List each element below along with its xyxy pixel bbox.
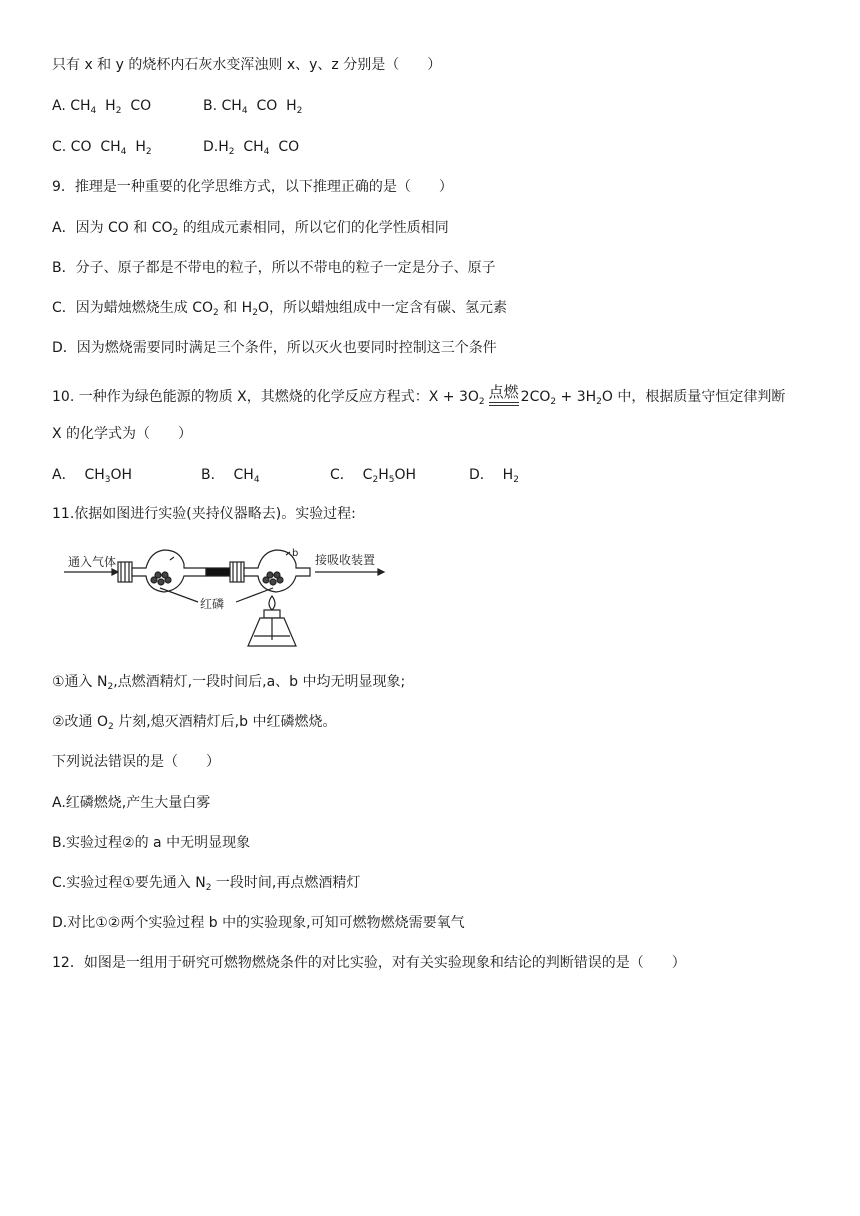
phosphorus-b-particle: [270, 579, 276, 585]
q8-option-b: B. $CH_4$ CO $H_2$: [203, 98, 303, 116]
question-11-ask: 下列说法错误的是（ ）: [52, 754, 220, 770]
leader-line-b: [236, 588, 273, 602]
question-12-stem: 12．如图是一组用于研究可燃物燃烧条件的对比实验，对有关实验现象和结论的判断错误的是（ ）: [52, 955, 686, 971]
q8-option-c: C. CO $CH_4$ $H_2$: [52, 139, 152, 157]
phosphorus-b-particle: [274, 572, 280, 578]
absorber-label: 接吸收装置: [315, 553, 376, 567]
reaction-condition: 点燃: [488, 383, 519, 401]
step-1: ①通入 $N_2$,点燃酒精灯,一段时间后,a、b 中均无明显现象;: [52, 674, 406, 692]
q9-option-c: C．因为蜡烛燃烧生成 $CO_2$ 和 $H_2O$，所以蜡烛组成中一定含有碳、氢元素: [52, 300, 507, 318]
q11-option-c: C.实验过程①要先通入 $N_2$ 一段时间,再点燃酒精灯: [52, 875, 361, 893]
q9-option-b: B．分子、原子都是不带电的粒子，所以不带电的粒子一定是分子、原子: [52, 260, 496, 276]
q10-option-d: D． $H_2$: [469, 467, 519, 485]
phosphorus-b-particle: [267, 572, 273, 578]
q11-option-a: A.红磷燃烧,产生大量白雾: [52, 795, 211, 811]
q10-option-c: C． $C_2H_5OH$: [330, 467, 416, 485]
question-9-stem: 9．推理是一种重要的化学思维方式，以下推理正确的是（ ）: [52, 179, 453, 195]
q8-option-a: A. $CH_4$ $H_2$ CO: [52, 98, 152, 116]
leader-line-a: [160, 588, 198, 602]
tube-a: [132, 550, 206, 592]
lamp-cap: [264, 610, 280, 618]
tube-b-label: b: [292, 548, 299, 559]
step-2: ②改通 $O_2$ 片刻,熄灭酒精灯后,b 中红磷燃烧。: [52, 714, 337, 732]
q9-option-a: A．因为 CO 和 $CO_2$ 的组成元素相同，所以它们的化学性质相同: [52, 220, 449, 238]
q9-option-d: D．因为燃烧需要同时满足三个条件，所以灭火也要同时控制这三个条件: [52, 340, 497, 356]
question-8-stem-tail: 只有 x 和 y 的烧杯内石灰水变浑浊则 x、y、z 分别是（ ）: [52, 57, 442, 73]
experiment-apparatus-diagram: [60, 542, 390, 658]
tube-b: [244, 550, 310, 592]
q11-option-d: D.对比①②两个实验过程 b 中的实验现象,可知可燃物燃烧需要氧气: [52, 915, 465, 931]
red-phosphorus-label: 红磷: [200, 597, 225, 611]
phosphorus-a-particle: [162, 572, 168, 578]
outlet-arrowhead: [378, 569, 384, 575]
q11-option-b: B.实验过程②的 a 中无明显现象: [52, 835, 251, 851]
phosphorus-a-particle: [155, 572, 161, 578]
lamp-flame: [269, 596, 275, 610]
question-10-stem-line2: X 的化学式为（ ）: [52, 426, 193, 442]
q10-option-b: B． $CH_4$: [201, 467, 260, 485]
q10-option-a: A． $CH_3OH$: [52, 467, 133, 485]
phosphorus-a-particle: [158, 579, 164, 585]
gas-inlet-label: 通入气体: [68, 555, 117, 569]
q8-option-d: $D.H_2$ $CH_4$ CO: [203, 139, 300, 157]
question-11-stem: 11.依据如图进行实验(夹持仪器略去)。实验过程:: [52, 506, 356, 522]
question-10-stem: 10. 一种作为绿色能源的物质 X，其燃烧的化学反应方程式：$X + 3O_2$点燃 $2CO_2 + 3H_2O$ 中，根据质量守恒定律判断: [52, 383, 786, 407]
inlet-arrowhead: [112, 569, 118, 575]
rubber-connector: [206, 568, 230, 576]
